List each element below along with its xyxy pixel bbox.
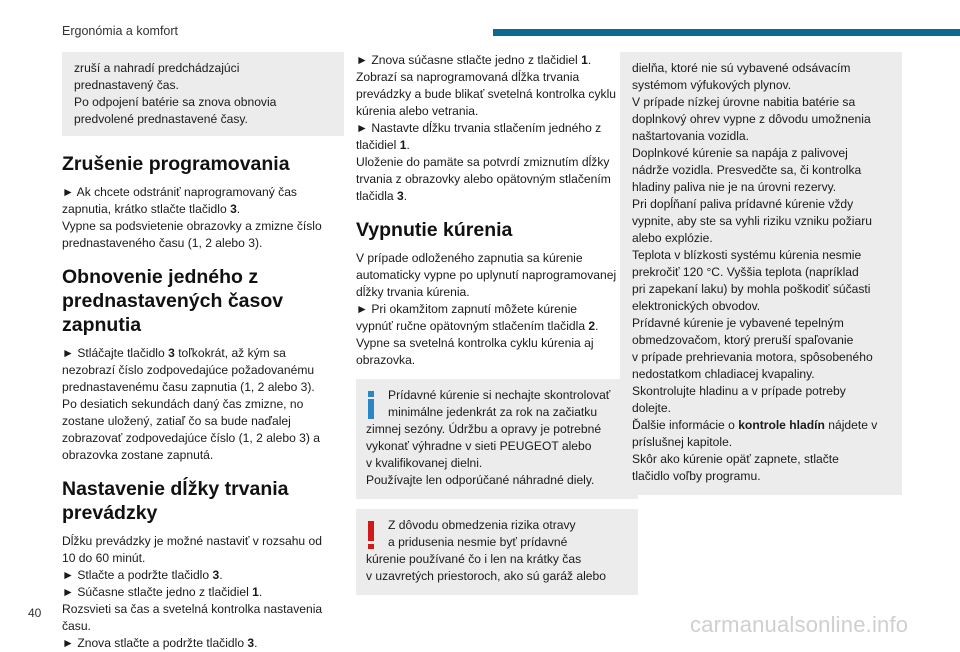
- heading-restore-preset: Obnovenie jedného z prednastavených časov zapnutia: [62, 266, 284, 336]
- text-line: vypnúť ručne opätovným stlačením tlačidla 2.: [356, 319, 599, 333]
- text-line: ► Znova súčasne stlačte jedno z tlačidiel 1.: [356, 53, 592, 67]
- note-line: Pri dopĺňaní paliva prídavné kúrenie vždy: [632, 197, 854, 211]
- text-line: zostane uložený, zatiaľ čo sa bude naďalej: [62, 414, 291, 428]
- note-line: dielňa, ktoré nie sú vybavené odsávacím: [632, 61, 851, 75]
- warning-continuation-box: [620, 52, 902, 495]
- note-line: nádrže vozidla. Presvedčte sa, či kontrolka: [632, 163, 862, 177]
- info-note-box: [356, 379, 638, 499]
- note-line: Skôr ako kúrenie opäť zapnete, stlačte: [632, 452, 839, 466]
- note-line: vypnite, aby ste sa vyhli riziku vzniku požiaru: [632, 214, 872, 228]
- text-line: trvania z obrazovky alebo opätovným stlačením: [356, 172, 611, 186]
- note-box-battery: [62, 52, 344, 136]
- text-line: Rozsvieti sa čas a svetelná kontrolka nastavenia: [62, 602, 323, 616]
- note-line: príslušnej kapitole.: [632, 435, 733, 449]
- text-line: ► Stlačte a podržte tlačidlo 3.: [62, 568, 223, 582]
- text-line: prevádzky a bude blikať svetelná kontrolka cyklu: [356, 87, 616, 101]
- note-line: minimálne jedenkrát za rok na začiatku: [388, 405, 598, 419]
- note-line: Skontrolujte hladinu a v prípade potreby: [632, 384, 846, 398]
- text-line: Vypne sa svetelná kontrolka cyklu kúrenia aj: [356, 336, 594, 350]
- text-line: ► Pri okamžitom zapnutí môžete kúrenie: [356, 302, 578, 316]
- text-line: Zobrazí sa naprogramovaná dĺžka trvania: [356, 70, 580, 84]
- note-line: Používajte len odporúčané náhradné diely.: [366, 473, 595, 487]
- note-line: tlačidlo voľby programu.: [632, 469, 761, 483]
- cross-reference: kontrole hladín: [738, 418, 825, 432]
- heading-cancel-programming: Zrušenie programovania: [62, 153, 290, 175]
- text-line: ► Nastavte dĺžku trvania stlačením jedného z: [356, 121, 602, 135]
- note-line: nedostatkom chladiacej kvapaliny.: [632, 367, 815, 381]
- note-line: Teplota v blízkosti systému kúrenia nesmie: [632, 248, 862, 262]
- text-line: nezobrazí číslo zodpovedajúce požadovanému: [62, 363, 315, 377]
- note-line: pri zapekaní laku) by mohla poškodiť súčasti: [632, 282, 871, 296]
- running-header: Ergonómia a komfort: [62, 24, 179, 38]
- note-line: prekročiť 120 °C. Vyššia teplota (napríklad: [632, 265, 859, 279]
- note-line: zimnej sezóny. Údržbu a opravy je potrebné: [366, 422, 602, 436]
- text-line: 10 do 60 minút.: [62, 551, 146, 565]
- warning-icon: [365, 521, 377, 549]
- page-number: 40: [28, 606, 42, 620]
- text-line: ► Súčasne stlačte jedno z tlačidiel 1.: [62, 585, 263, 599]
- column-left: [62, 52, 344, 652]
- text-line: V prípade odloženého zapnutia sa kúrenie: [356, 251, 583, 265]
- text-line: automaticky vypne po uplynutí naprogramovanej: [356, 268, 617, 282]
- text-line: Dĺžku prevádzky je možné nastaviť v rozsahu od: [62, 534, 322, 548]
- info-icon: [365, 391, 377, 419]
- text-line: zobrazovať zodpovedajúce číslo (1, 2 alebo 3) a: [62, 431, 320, 445]
- note-line: v uzavretých priestoroch, ako sú garáž alebo: [366, 569, 606, 583]
- text-line: tlačidiel 1.: [356, 138, 410, 152]
- text-line: Uloženie do pamäte sa potvrdí zmiznutím dĺžky: [356, 155, 610, 169]
- note-line: elektronických obvodov.: [632, 299, 761, 313]
- header-accent-bar: [493, 29, 960, 36]
- text-line: zapnutia, krátko stlačte tlačidlo 3.: [62, 202, 241, 216]
- text-line: ► Ak chcete odstrániť naprogramovaný čas: [62, 185, 297, 199]
- text-line: prednastaveného času (1, 2 alebo 3).: [62, 236, 263, 250]
- text-line: ► Znova stlačte a podržte tlačidlo 3.: [62, 636, 258, 650]
- text-line: kúrenia alebo vetrania.: [356, 104, 479, 118]
- text-line: Po desiatich sekundách daný čas zmizne, no: [62, 397, 304, 411]
- note-line: systémom výfukových plynov.: [632, 78, 792, 92]
- note-line: Po odpojení batérie sa znova obnovia: [74, 95, 277, 109]
- note-line: Ďalšie informácie o kontrole hladín nájdete v: [632, 418, 878, 432]
- text-line: dĺžky trvania kúrenia.: [356, 285, 470, 299]
- note-line: zruší a nahradí predchádzajúci: [74, 61, 240, 75]
- note-line: naštartovania vozidla.: [632, 129, 749, 143]
- note-line: doplnkový ohrev vypne z dôvodu umožnenia: [632, 112, 871, 126]
- text-line: tlačidla 3.: [356, 189, 408, 203]
- text-line: prednastavenému času zapnutia (1, 2 alebo 3).: [62, 380, 315, 394]
- note-line: Prídavné kúrenie je vybavené tepelným: [632, 316, 844, 330]
- note-line: a pridusenia nesmie byť prídavné: [388, 535, 568, 549]
- heading-heating-off: Vypnutie kúrenia: [356, 219, 513, 241]
- warning-note-box: [356, 509, 638, 595]
- note-line: Prídavné kúrenie si nechajte skontrolovať: [388, 388, 611, 402]
- text-line: obrazovka.: [356, 353, 416, 367]
- note-line: prednastavený čas.: [74, 78, 179, 92]
- note-line: Z dôvodu obmedzenia rizika otravy: [388, 518, 576, 532]
- column-right: [620, 52, 902, 495]
- text-line: času.: [62, 619, 91, 633]
- note-line: Doplnkové kúrenie sa napája z palivovej: [632, 146, 848, 160]
- text-line: Vypne sa podsvietenie obrazovky a zmizne číslo: [62, 219, 322, 233]
- note-line: dolejte.: [632, 401, 671, 415]
- note-line: v kvalifikovanej dielni.: [366, 456, 483, 470]
- column-middle: [356, 52, 638, 595]
- note-line: obmedzovačom, ktorý preruší spaľovanie: [632, 333, 854, 347]
- note-line: hladiny paliva nie je na úrovni rezervy.: [632, 180, 837, 194]
- note-line: vykonať výhradne v sieti PEUGEOT alebo: [366, 439, 592, 453]
- text-line: obrazovka zostane zapnutá.: [62, 448, 214, 462]
- text-line: ► Stláčajte tlačidlo 3 toľkokrát, až kým sa: [62, 346, 286, 360]
- note-line: v prípade prehrievania motora, spôsobeného: [632, 350, 873, 364]
- note-line: kúrenie používané čo i len na krátky čas: [366, 552, 582, 566]
- note-line: alebo explózie.: [632, 231, 713, 245]
- watermark-text: carmanualsonline.info: [690, 612, 909, 637]
- heading-set-duration: Nastavenie dĺžky trvania prevádzky: [62, 478, 289, 524]
- note-line: V prípade nízkej úrovne nabitia batérie sa: [632, 95, 856, 109]
- note-line: predvolené prednastavené časy.: [74, 112, 248, 126]
